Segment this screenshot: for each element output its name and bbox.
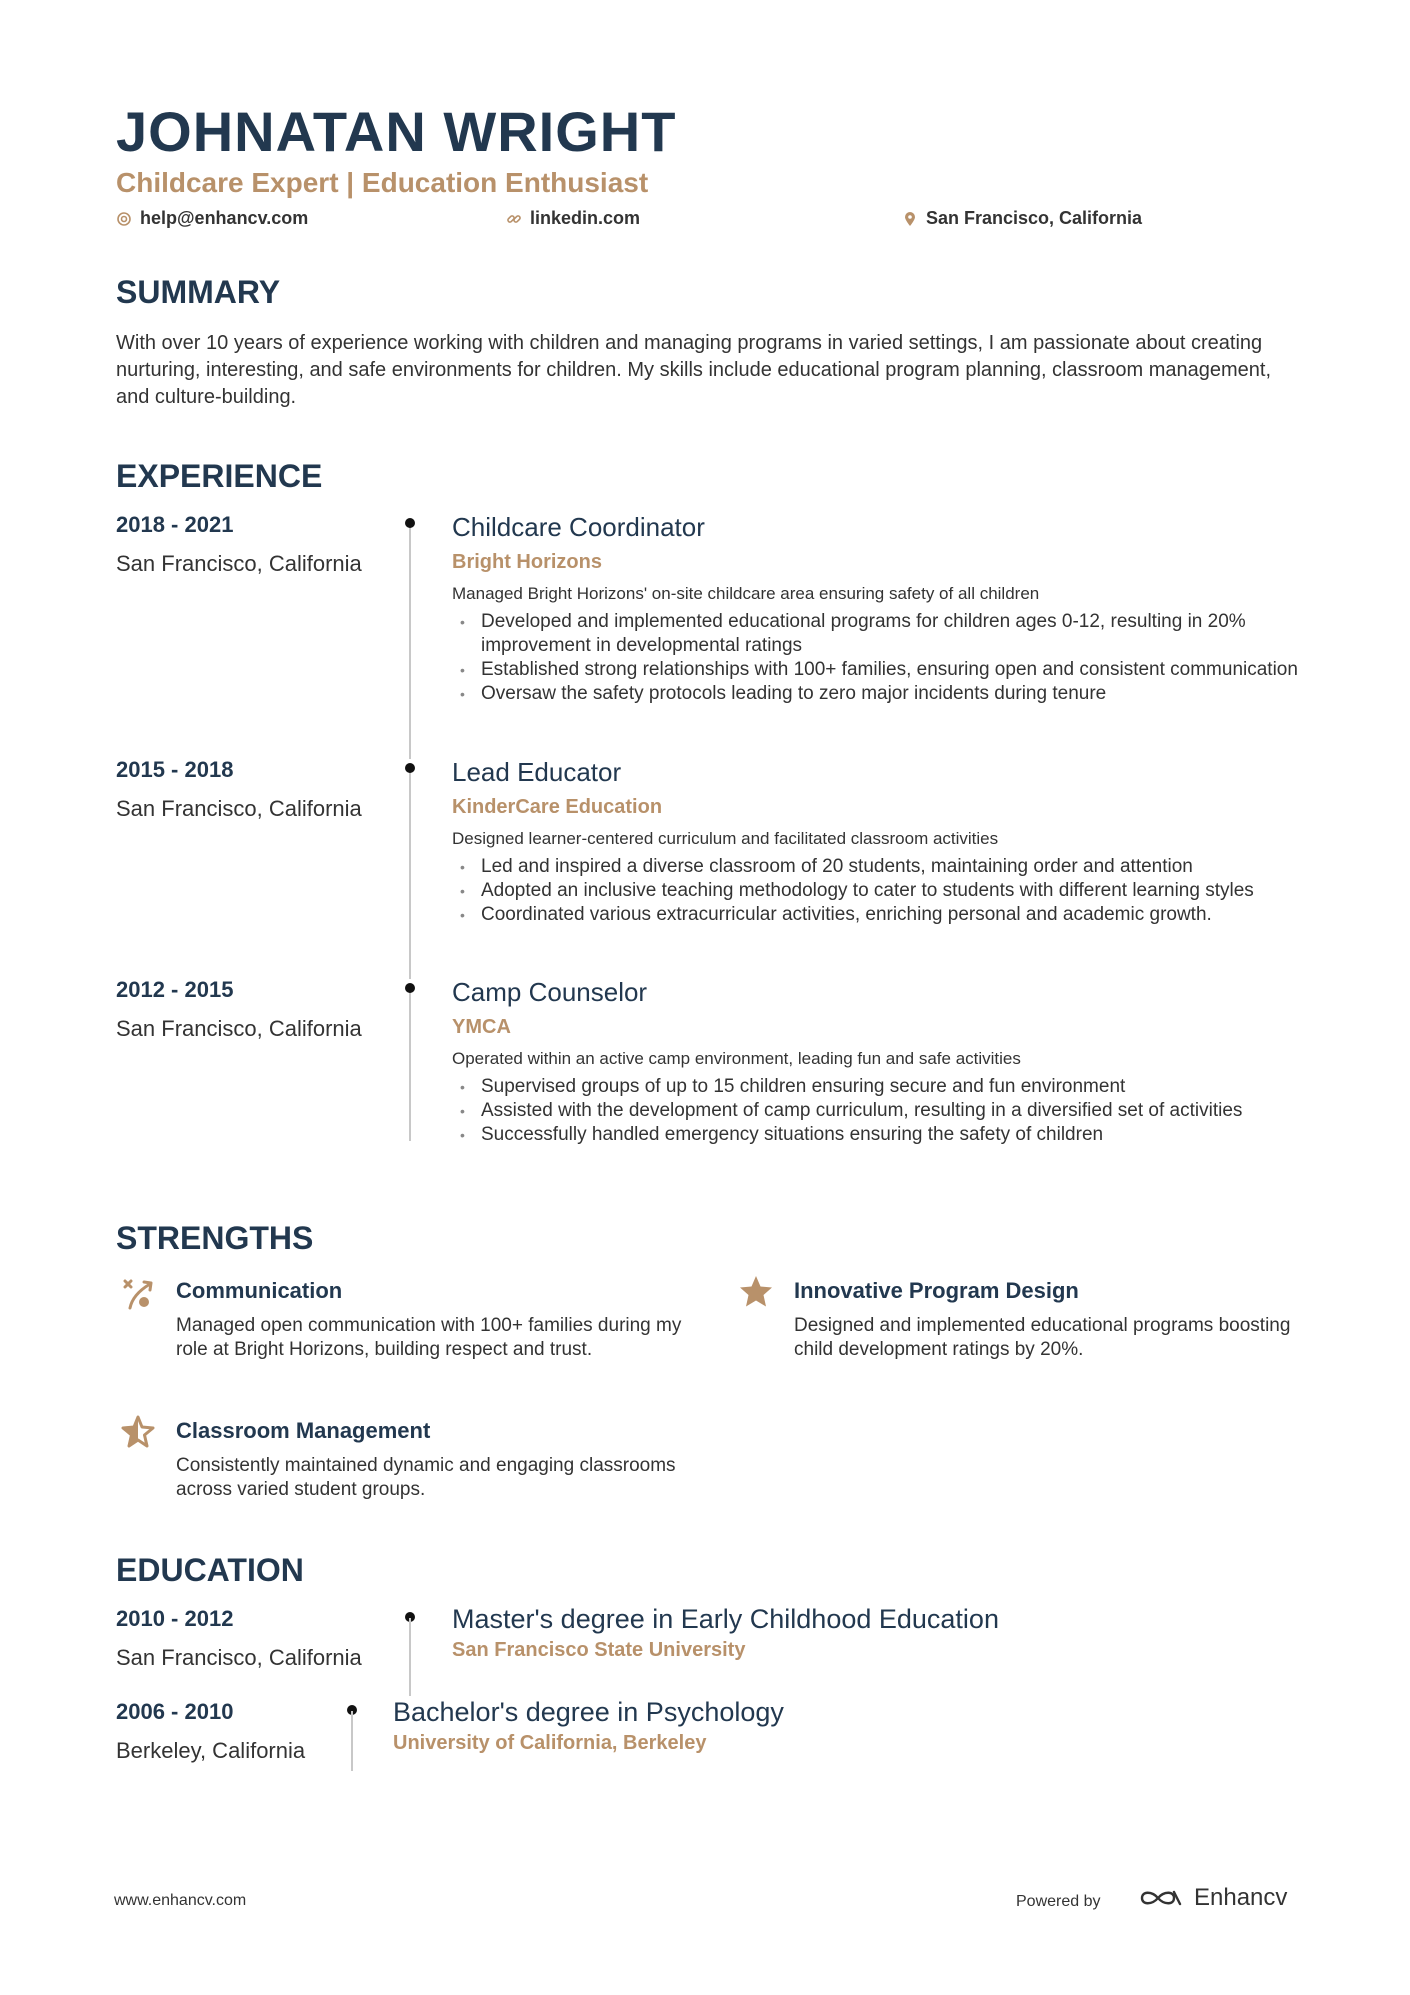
summary-heading: SUMMARY [116, 274, 281, 310]
headline: Childcare Expert | Education Enthusiast [116, 167, 649, 198]
email-text: help@enhancv.com [140, 208, 309, 228]
job-company: YMCA [452, 1016, 511, 1038]
timeline-line [351, 1711, 353, 1771]
job-bullets [452, 610, 1302, 706]
footer-url[interactable]: www.enhancv.com [114, 1892, 247, 1909]
edu-dates: 2006 - 2010 [116, 1699, 234, 1724]
list-item: • Successfully handled emergency situations ensuring the safety of children [452, 1123, 1302, 1147]
contact-email[interactable] [116, 208, 308, 229]
timeline-dot [405, 983, 415, 993]
edu-degree: Bachelor's degree in Psychology [393, 1697, 784, 1727]
job-description: Designed learner-centered curriculum and facilitated classroom activities [452, 829, 999, 848]
summary-text: With over 10 years of experience working with children and managing programs in varied settings, I am passionate about creating nurturing, interesting, and safe environments for children. My skills include educational program planning, classroom management, and culture-building. [116, 332, 1272, 408]
job-dates: 2018 - 2021 [116, 512, 234, 537]
job-bullets [452, 855, 1302, 927]
strength-title: Communication [176, 1278, 343, 1303]
timeline-dot [405, 518, 415, 528]
strength-title: Innovative Program Design [794, 1278, 1079, 1303]
list-item: • Led and inspired a diverse classroom of 20 students, maintaining order and attention [452, 855, 1302, 879]
strength-text: Managed open communication with 100+ families during my role at Bright Horizons, building respect and trust. [176, 1315, 682, 1360]
job-location: San Francisco, California [116, 551, 362, 576]
brand-logo[interactable] [1138, 1884, 1287, 1912]
list-item: • Adopted an inclusive teaching methodology to cater to students with different learning styles [452, 879, 1302, 903]
linkedin-text: linkedin.com [530, 208, 641, 228]
strength-text: Designed and implemented educational programs boosting child development ratings by 20%. [794, 1315, 1291, 1360]
contact-location [902, 208, 1142, 229]
strength-title: Classroom Management [176, 1418, 431, 1443]
job-location: San Francisco, California [116, 796, 362, 821]
experience-heading: EXPERIENCE [116, 458, 323, 494]
list-item: • Established strong relationships with 100+ families, ensuring open and consistent communication [452, 658, 1302, 682]
strategy-icon [120, 1276, 156, 1312]
job-title: Childcare Coordinator [452, 512, 705, 542]
star-outline-icon [120, 1414, 156, 1450]
strengths-heading: STRENGTHS [116, 1220, 314, 1256]
star-icon [738, 1274, 774, 1310]
edu-degree: Master's degree in Early Childhood Education [452, 1604, 999, 1634]
edu-location: Berkeley, California [116, 1738, 306, 1763]
edu-school: San Francisco State University [452, 1639, 746, 1661]
job-description: Operated within an active camp environment, leading fun and safe activities [452, 1049, 1021, 1068]
timeline-line [409, 524, 411, 759]
education-heading: EDUCATION [116, 1552, 304, 1588]
list-item: • Oversaw the safety protocols leading to zero major incidents during tenure [452, 682, 1302, 706]
timeline-dot [405, 763, 415, 773]
enhancv-logo-icon [1138, 1885, 1184, 1911]
powered-by-label: Powered by [1016, 1893, 1101, 1910]
job-company: Bright Horizons [452, 551, 602, 573]
list-item: • Assisted with the development of camp curriculum, resulting in a diversified set of activities [452, 1099, 1302, 1123]
timeline-line [409, 769, 411, 979]
list-item: • Supervised groups of up to 15 children ensuring secure and fun environment [452, 1075, 1302, 1099]
at-icon [116, 211, 132, 227]
strength-text: Consistently maintained dynamic and engaging classrooms across varied student groups. [176, 1455, 676, 1500]
job-bullets [452, 1075, 1302, 1147]
timeline-line [409, 1618, 411, 1696]
candidate-name: JOHNATAN WRIGHT [116, 100, 677, 163]
edu-dates: 2010 - 2012 [116, 1606, 234, 1631]
location-text: San Francisco, California [926, 208, 1143, 228]
list-item: • Developed and implemented educational programs for children ages 0-12, resulting in 20% improvement in developmental ratings [452, 610, 1302, 658]
job-location: San Francisco, California [116, 1016, 362, 1041]
edu-school: University of California, Berkeley [393, 1732, 707, 1754]
list-item: • Coordinated various extracurricular activities, enriching personal and academic growth. [452, 903, 1302, 927]
edu-location: San Francisco, California [116, 1645, 362, 1670]
job-description: Managed Bright Horizons' on-site childcare area ensuring safety of all children [452, 584, 1040, 603]
link-icon [506, 211, 522, 227]
job-dates: 2012 - 2015 [116, 977, 234, 1002]
contact-linkedin[interactable] [506, 208, 640, 229]
job-company: KinderCare Education [452, 796, 663, 818]
brand-name: Enhancv [1194, 1884, 1288, 1911]
location-pin-icon [902, 211, 918, 227]
timeline-line [409, 989, 411, 1141]
job-title: Lead Educator [452, 757, 622, 787]
job-dates: 2015 - 2018 [116, 757, 234, 782]
job-title: Camp Counselor [452, 977, 648, 1007]
